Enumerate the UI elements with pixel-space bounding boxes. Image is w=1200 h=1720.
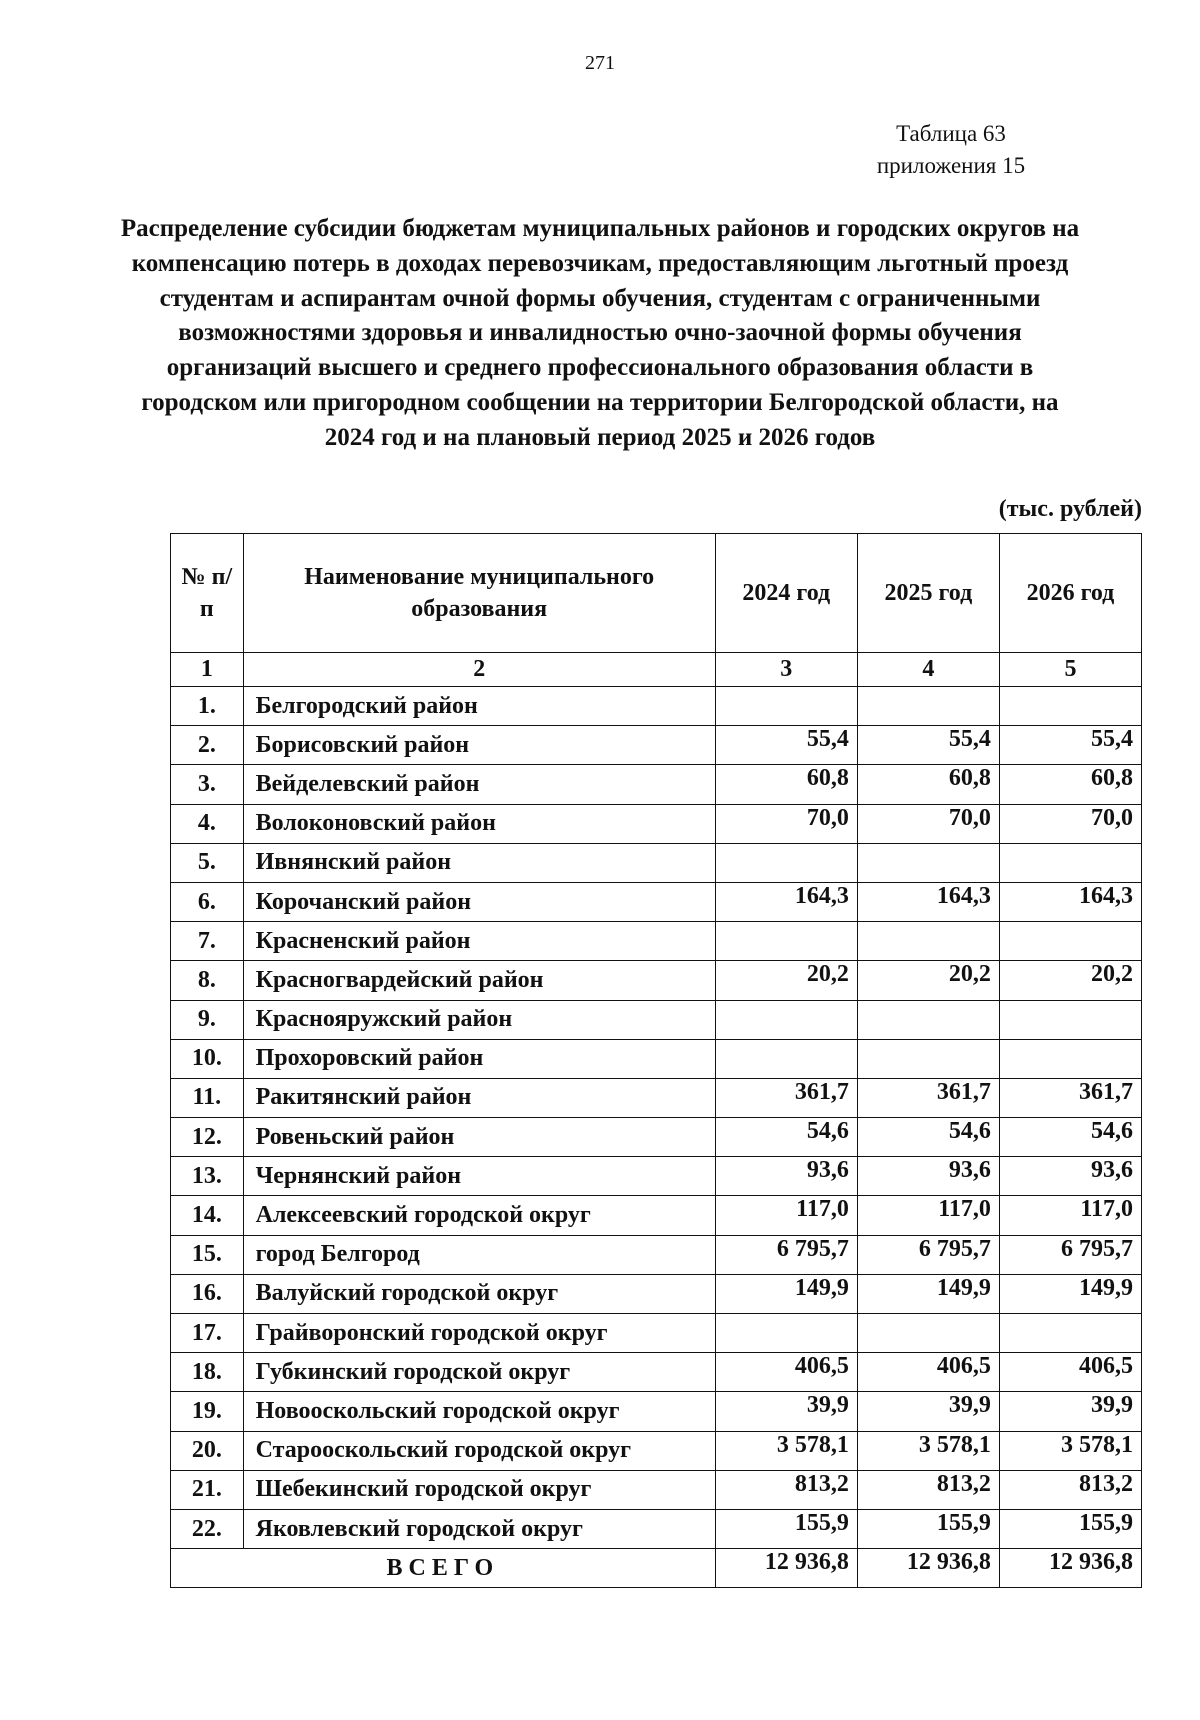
municipality-name: Валуйский городской округ [243, 1274, 715, 1313]
subsidy-table [170, 533, 1142, 1588]
value-2024: 164,3 [715, 882, 857, 921]
municipality-name: Белгородский район [243, 687, 715, 726]
municipality-name: Грайворонский городской округ [243, 1314, 715, 1353]
value-2026: 39,9 [999, 1392, 1141, 1431]
table-row [171, 1431, 1142, 1470]
value-2026: 164,3 [999, 882, 1141, 921]
row-number: 1. [171, 687, 244, 726]
total-2024: 12 936,8 [715, 1549, 857, 1588]
value-2024 [715, 1314, 857, 1353]
row-number: 17. [171, 1314, 244, 1353]
header-2024: 2024 год [715, 534, 857, 653]
table-row [171, 804, 1142, 843]
table-row [171, 882, 1142, 921]
value-2025 [857, 843, 999, 882]
value-2026 [999, 922, 1141, 961]
table-ref-line2: приложения 15 [876, 153, 1026, 178]
value-2025: 60,8 [857, 765, 999, 804]
value-2026 [999, 1039, 1141, 1078]
table-row [171, 726, 1142, 765]
table-row [171, 687, 1142, 726]
row-number: 13. [171, 1157, 244, 1196]
header-number: № п/п [171, 534, 244, 653]
value-2026 [999, 687, 1141, 726]
value-2026: 54,6 [999, 1118, 1141, 1157]
value-2025 [857, 1000, 999, 1039]
value-2025: 20,2 [857, 961, 999, 1000]
municipality-name: Ивнянский район [243, 843, 715, 882]
municipality-name: Красногвардейский район [243, 961, 715, 1000]
value-2026 [999, 1314, 1141, 1353]
value-2026: 117,0 [999, 1196, 1141, 1235]
row-number: 7. [171, 922, 244, 961]
row-number: 11. [171, 1078, 244, 1117]
value-2025: 164,3 [857, 882, 999, 921]
value-2025: 361,7 [857, 1078, 999, 1117]
row-number: 14. [171, 1196, 244, 1235]
municipality-name: Старооскольский городской округ [243, 1431, 715, 1470]
value-2025 [857, 1039, 999, 1078]
table-row [171, 1039, 1142, 1078]
total-label: ВСЕГО [171, 1549, 716, 1588]
municipality-name: Алексеевский городской округ [243, 1196, 715, 1235]
municipality-name: Яковлевский городской округ [243, 1509, 715, 1548]
column-number: 4 [857, 653, 999, 687]
municipality-name: Корочанский район [243, 882, 715, 921]
municipality-name: Губкинский городской округ [243, 1353, 715, 1392]
table-row [171, 1235, 1142, 1274]
value-2024: 39,9 [715, 1392, 857, 1431]
value-2025: 406,5 [857, 1353, 999, 1392]
value-2025: 117,0 [857, 1196, 999, 1235]
value-2025 [857, 1314, 999, 1353]
value-2026: 55,4 [999, 726, 1141, 765]
row-number: 4. [171, 804, 244, 843]
row-number: 9. [171, 1000, 244, 1039]
value-2024: 20,2 [715, 961, 857, 1000]
total-row [171, 1549, 1142, 1588]
value-2026: 361,7 [999, 1078, 1141, 1117]
total-2026: 12 936,8 [999, 1549, 1141, 1588]
page-number: 271 [585, 52, 615, 74]
table-row [171, 1078, 1142, 1117]
table-row [171, 1353, 1142, 1392]
row-number: 2. [171, 726, 244, 765]
value-2025 [857, 687, 999, 726]
total-2025: 12 936,8 [857, 1549, 999, 1588]
column-number: 2 [243, 653, 715, 687]
table-reference [836, 118, 1066, 182]
value-2026: 406,5 [999, 1353, 1141, 1392]
municipality-name: Прохоровский район [243, 1039, 715, 1078]
row-number: 12. [171, 1118, 244, 1157]
municipality-name: Волоконовский район [243, 804, 715, 843]
row-number: 3. [171, 765, 244, 804]
value-2025: 155,9 [857, 1509, 999, 1548]
value-2024 [715, 1039, 857, 1078]
value-2025 [857, 922, 999, 961]
table-ref-line1: Таблица 63 [896, 121, 1006, 146]
value-2024: 406,5 [715, 1353, 857, 1392]
header-2025: 2025 год [857, 534, 999, 653]
value-2024 [715, 687, 857, 726]
table-row [171, 1392, 1142, 1431]
table-row [171, 1118, 1142, 1157]
value-2026: 60,8 [999, 765, 1141, 804]
units-label: (тыс. рублей) [998, 496, 1142, 522]
value-2024: 149,9 [715, 1274, 857, 1313]
value-2026: 93,6 [999, 1157, 1141, 1196]
value-2025: 39,9 [857, 1392, 999, 1431]
value-2025: 3 578,1 [857, 1431, 999, 1470]
column-number: 1 [171, 653, 244, 687]
value-2024: 361,7 [715, 1078, 857, 1117]
header-name: Наименование муниципального образования [243, 534, 715, 653]
table-row [171, 1196, 1142, 1235]
value-2026: 3 578,1 [999, 1431, 1141, 1470]
table-row [171, 843, 1142, 882]
municipality-name: Ракитянский район [243, 1078, 715, 1117]
row-number: 10. [171, 1039, 244, 1078]
column-number-row [171, 653, 1142, 687]
value-2024: 93,6 [715, 1157, 857, 1196]
table-row [171, 922, 1142, 961]
value-2024: 54,6 [715, 1118, 857, 1157]
value-2024: 55,4 [715, 726, 857, 765]
value-2026 [999, 1000, 1141, 1039]
document-title: Распределение субсидии бюджетам муниципальных районов и городских округов на компенсацию потерь в доходах перевозчикам, предоставляющим льготный проезд студентам и аспирантам очной формы обучения, студентам с ограниченными возможностями здоровья и инвалидностью очно-заочной формы обучения организаций высшего и среднего профессионального образования области в городском или пригородном сообщении на территории Белгородской области, на 2024 год и на плановый период 2025 и 2026 годов [120, 215, 1080, 451]
value-2024: 70,0 [715, 804, 857, 843]
row-number: 16. [171, 1274, 244, 1313]
value-2024: 3 578,1 [715, 1431, 857, 1470]
value-2024: 6 795,7 [715, 1235, 857, 1274]
table-row [171, 1000, 1142, 1039]
value-2026: 155,9 [999, 1509, 1141, 1548]
value-2026: 6 795,7 [999, 1235, 1141, 1274]
value-2024 [715, 1000, 857, 1039]
value-2025: 93,6 [857, 1157, 999, 1196]
value-2025: 6 795,7 [857, 1235, 999, 1274]
municipality-name: Вейделевский район [243, 765, 715, 804]
table-row [171, 961, 1142, 1000]
value-2026: 70,0 [999, 804, 1141, 843]
municipality-name: город Белгород [243, 1235, 715, 1274]
municipality-name: Чернянский район [243, 1157, 715, 1196]
value-2024 [715, 843, 857, 882]
value-2024: 813,2 [715, 1470, 857, 1509]
value-2025: 70,0 [857, 804, 999, 843]
row-number: 18. [171, 1353, 244, 1392]
table-row [171, 1509, 1142, 1548]
row-number: 8. [171, 961, 244, 1000]
value-2026: 149,9 [999, 1274, 1141, 1313]
row-number: 22. [171, 1509, 244, 1548]
value-2025: 813,2 [857, 1470, 999, 1509]
value-2024: 155,9 [715, 1509, 857, 1548]
header-row [171, 534, 1142, 653]
table-row [171, 1314, 1142, 1353]
municipality-name: Краснояружский район [243, 1000, 715, 1039]
value-2026: 20,2 [999, 961, 1141, 1000]
value-2026 [999, 843, 1141, 882]
header-2026: 2026 год [999, 534, 1141, 653]
row-number: 20. [171, 1431, 244, 1470]
municipality-name: Ровеньский район [243, 1118, 715, 1157]
municipality-name: Новооскольский городской округ [243, 1392, 715, 1431]
column-number: 5 [999, 653, 1141, 687]
value-2025: 54,6 [857, 1118, 999, 1157]
column-number: 3 [715, 653, 857, 687]
value-2024 [715, 922, 857, 961]
value-2025: 149,9 [857, 1274, 999, 1313]
row-number: 6. [171, 882, 244, 921]
table-row [171, 1470, 1142, 1509]
row-number: 5. [171, 843, 244, 882]
value-2026: 813,2 [999, 1470, 1141, 1509]
value-2024: 117,0 [715, 1196, 857, 1235]
table-row [171, 765, 1142, 804]
value-2025: 55,4 [857, 726, 999, 765]
row-number: 21. [171, 1470, 244, 1509]
row-number: 19. [171, 1392, 244, 1431]
municipality-name: Борисовский район [243, 726, 715, 765]
table-row [171, 1157, 1142, 1196]
table-row [171, 1274, 1142, 1313]
value-2024: 60,8 [715, 765, 857, 804]
row-number: 15. [171, 1235, 244, 1274]
municipality-name: Красненский район [243, 922, 715, 961]
municipality-name: Шебекинский городской округ [243, 1470, 715, 1509]
